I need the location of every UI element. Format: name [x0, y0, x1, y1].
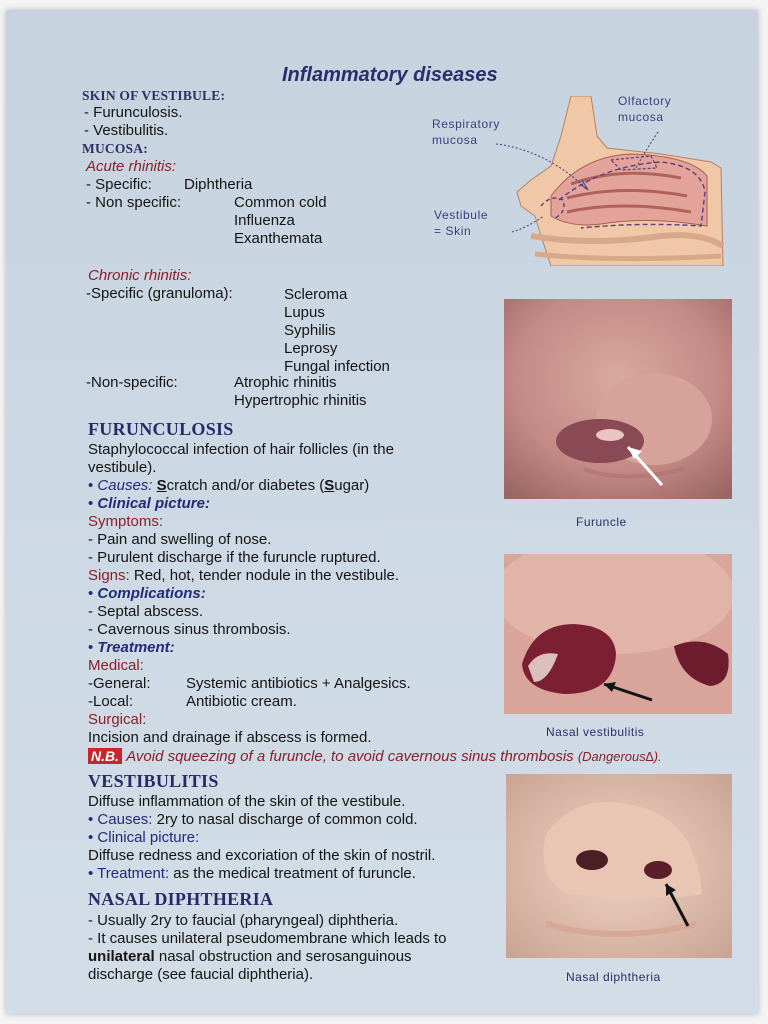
signs-line: [88, 567, 399, 585]
chronic-specific-label: -Specific (granuloma):: [86, 285, 233, 302]
complications-label: Complications:: [97, 585, 206, 602]
furuncle-photo: [504, 299, 732, 499]
furuncle-caption: Furuncle: [576, 515, 627, 529]
bullet: •: [88, 495, 98, 512]
vestibulitis-heading: VESTIBULITIS: [88, 771, 219, 791]
document-page: [6, 10, 758, 1014]
surgical-label: Surgical:: [88, 711, 147, 728]
respiratory-label: Respiratory: [432, 117, 500, 131]
list-item: Lupus: [284, 304, 325, 321]
list-item: - Pain and swelling of nose.: [88, 531, 272, 548]
clinical-label: Clinical picture:: [97, 495, 210, 512]
complications-label-line: [88, 585, 206, 603]
list-item: - Cavernous sinus thrombosis.: [88, 621, 291, 638]
list-item: Common cold: [234, 194, 327, 211]
bullet: •: [88, 829, 98, 846]
vestibulitis-clinical-label: [88, 829, 199, 847]
list-item: Influenza: [234, 212, 295, 229]
vestibule-label-2: = Skin: [434, 224, 472, 238]
acute-specific-value: Diphtheria: [184, 176, 253, 193]
surgical-text: Incision and drainage if abscess is formed.: [88, 729, 372, 746]
list-item: Syphilis: [284, 322, 336, 339]
list-item: - Purulent discharge if the furuncle ruptured.: [88, 549, 381, 566]
list-item: discharge (see faucial diphtheria).: [88, 966, 314, 983]
causes-text: 2ry to nasal discharge of common cold.: [156, 811, 418, 828]
vestibulitis-treatment: [88, 865, 416, 883]
nasal-diphtheria-heading: NASAL DIPHTHERIA: [88, 889, 274, 909]
treatment-text: as the medical treatment of furuncle.: [173, 865, 416, 882]
vestibulitis-causes: [88, 811, 418, 829]
vestibulitis-photo: [504, 554, 732, 714]
skin-vestibule-heading: SKIN OF VESTIBULE:: [82, 88, 226, 103]
causes-text: cratch and/or diabetes (: [166, 477, 325, 494]
vestibule-label: Vestibule: [434, 208, 489, 222]
treatment-label: Treatment:: [97, 639, 175, 656]
mucosa-heading: MUCOSA:: [82, 141, 148, 156]
nb-text: Avoid squeezing of a furuncle, to avoid cavernous sinus thrombosis: [126, 748, 574, 765]
line3-rest: nasal obstruction and serosanguinous: [158, 948, 412, 965]
causes-sugar-s: S: [324, 477, 335, 494]
acute-specific-label: - Specific:: [86, 176, 152, 193]
vestibulitis-caption: Nasal vestibulitis: [546, 725, 645, 739]
diphtheria-photo: [506, 774, 732, 958]
nb-badge: N.B.: [88, 748, 122, 764]
list-item: - Vestibulitis.: [84, 122, 169, 139]
general-label: -General:: [88, 675, 151, 692]
vestibulitis-clinical-text: Diffuse redness and excoriation of the skin of nostril.: [88, 847, 436, 864]
furunculosis-desc-2: vestibule).: [88, 459, 157, 476]
list-item: Exanthemata: [234, 230, 323, 247]
diphtheria-caption: Nasal diphtheria: [566, 970, 661, 984]
diagram-pointer-lines: [426, 110, 726, 250]
causes-label: Causes:: [97, 811, 153, 828]
medical-label: Medical:: [88, 657, 144, 674]
bullet: •: [88, 865, 98, 882]
signs-text: Red, hot, tender nodule in the vestibule.: [133, 567, 400, 584]
nb-suffix: (Dangerous∆).: [577, 749, 662, 764]
list-item: Hypertrophic rhinitis: [234, 392, 367, 409]
symptoms-label: Symptoms:: [88, 513, 164, 530]
list-item: - Septal abscess.: [88, 603, 204, 620]
list-item: Leprosy: [284, 340, 338, 357]
acute-rhinitis-label: Acute rhinitis:: [86, 158, 177, 175]
list-item: - It causes unilateral pseudomembrane which leads to: [88, 930, 447, 947]
local-label: -Local:: [88, 693, 134, 710]
treatment-label-line: [88, 639, 175, 657]
causes-label: Causes:: [97, 477, 153, 494]
list-item: [88, 948, 412, 966]
chronic-nonspecific-label: -Non-specific:: [86, 374, 178, 391]
list-item: Scleroma: [284, 286, 348, 303]
clinical-picture-label: [88, 495, 210, 513]
causes-end: ugar): [334, 477, 370, 494]
treatment-label: Treatment:: [97, 865, 170, 882]
olfactory-label-2: mucosa: [618, 110, 664, 124]
furunculosis-heading: FURUNCULOSIS: [88, 419, 234, 439]
signs-label: Signs:: [88, 567, 130, 584]
clinical-label: Clinical picture:: [97, 829, 200, 846]
nb-note: [88, 747, 662, 766]
acute-nonspecific-label: - Non specific:: [86, 194, 182, 211]
chronic-rhinitis-label: Chronic rhinitis:: [88, 267, 192, 284]
bullet: •: [88, 585, 98, 602]
page-title: Inflammatory diseases: [282, 64, 498, 86]
bullet: •: [88, 477, 98, 494]
unilateral-bold: unilateral: [88, 948, 155, 965]
olfactory-label: Olfactory: [618, 94, 672, 108]
list-item: Atrophic rhinitis: [234, 374, 337, 391]
respiratory-label-2: mucosa: [432, 133, 478, 147]
local-value: Antibiotic cream.: [186, 693, 297, 710]
general-value: Systemic antibiotics + Analgesics.: [186, 675, 411, 692]
bullet: •: [88, 811, 98, 828]
list-item: - Furunculosis.: [84, 104, 183, 121]
list-item: Fungal infection: [284, 358, 390, 375]
causes-s: S: [156, 477, 167, 494]
vestibulitis-desc: Diffuse inflammation of the skin of the vestibule.: [88, 793, 406, 810]
list-item: - Usually 2ry to faucial (pharyngeal) diphtheria.: [88, 912, 399, 929]
bullet: •: [88, 639, 98, 656]
furunculosis-causes: [88, 477, 369, 495]
furunculosis-desc: Staphylococcal infection of hair follicles (in the: [88, 441, 394, 458]
